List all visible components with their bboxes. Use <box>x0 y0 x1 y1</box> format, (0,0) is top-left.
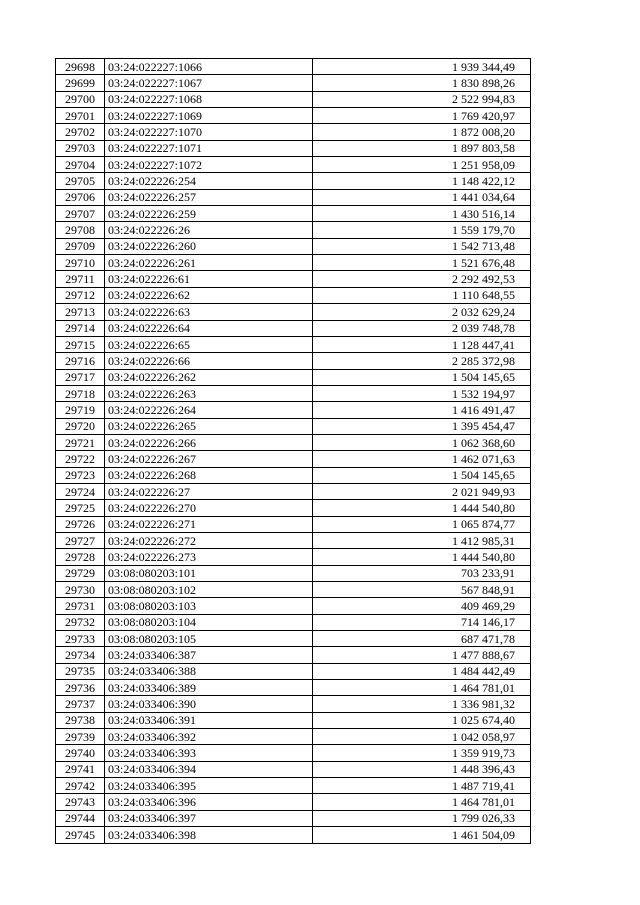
value-cell: 1 799 026,33 <box>313 810 531 826</box>
table-row <box>56 385 531 401</box>
value-cell: 687 471,78 <box>313 631 531 647</box>
table-row <box>56 320 531 336</box>
cadastral-number-cell: 03:24:022226:264 <box>105 402 313 418</box>
value-cell: 1 444 540,80 <box>313 500 531 516</box>
value-cell: 1 504 145,65 <box>313 467 531 483</box>
value-cell: 1 504 145,65 <box>313 369 531 385</box>
row-number-cell: 29731 <box>56 598 105 614</box>
cadastral-number-cell: 03:24:022226:62 <box>105 287 313 303</box>
row-number-cell: 29706 <box>56 189 105 205</box>
row-number-cell: 29713 <box>56 304 105 320</box>
row-number-cell: 29743 <box>56 794 105 810</box>
table-row <box>56 663 531 679</box>
row-number-cell: 29727 <box>56 532 105 548</box>
row-number-cell: 29708 <box>56 222 105 238</box>
table-row <box>56 483 531 499</box>
cadastral-number-cell: 03:24:022227:1071 <box>105 140 313 156</box>
table-row <box>56 91 531 107</box>
row-number-cell: 29725 <box>56 500 105 516</box>
cadastral-number-cell: 03:08:080203:101 <box>105 565 313 581</box>
value-cell: 2 032 629,24 <box>313 304 531 320</box>
value-cell: 1 444 540,80 <box>313 549 531 565</box>
table-row <box>56 794 531 810</box>
value-cell: 1 251 958,09 <box>313 157 531 173</box>
table-row <box>56 614 531 630</box>
table-row <box>56 304 531 320</box>
row-number-cell: 29735 <box>56 663 105 679</box>
table-row <box>56 745 531 761</box>
cadastral-number-cell: 03:24:022226:63 <box>105 304 313 320</box>
value-cell: 1 461 504,09 <box>313 827 531 843</box>
cadastral-number-cell: 03:24:033406:396 <box>105 794 313 810</box>
row-number-cell: 29726 <box>56 516 105 532</box>
table-row <box>56 124 531 140</box>
cadastral-number-cell: 03:24:022226:265 <box>105 418 313 434</box>
value-cell: 1 025 674,40 <box>313 712 531 728</box>
cadastral-number-cell: 03:24:022226:270 <box>105 500 313 516</box>
value-cell: 1 769 420,97 <box>313 108 531 124</box>
table-row <box>56 565 531 581</box>
row-number-cell: 29744 <box>56 810 105 826</box>
table-row <box>56 778 531 794</box>
row-number-cell: 29728 <box>56 549 105 565</box>
cadastral-number-cell: 03:24:022226:66 <box>105 353 313 369</box>
cadastral-number-cell: 03:24:033406:388 <box>105 663 313 679</box>
table-row <box>56 532 531 548</box>
table-row <box>56 680 531 696</box>
cadastral-number-cell: 03:24:033406:392 <box>105 729 313 745</box>
row-number-cell: 29707 <box>56 206 105 222</box>
cadastral-number-cell: 03:24:022226:64 <box>105 320 313 336</box>
value-cell: 1 532 194,97 <box>313 385 531 401</box>
value-cell: 1 521 676,48 <box>313 255 531 271</box>
cadastral-number-cell: 03:24:022226:259 <box>105 206 313 222</box>
value-cell: 409 469,29 <box>313 598 531 614</box>
value-cell: 1 062 368,60 <box>313 434 531 450</box>
table-row <box>56 336 531 352</box>
table-row <box>56 173 531 189</box>
cadastral-number-cell: 03:24:022226:268 <box>105 467 313 483</box>
cadastral-number-cell: 03:24:033406:394 <box>105 761 313 777</box>
cadastral-number-cell: 03:24:022227:1069 <box>105 108 313 124</box>
row-number-cell: 29736 <box>56 680 105 696</box>
row-number-cell: 29734 <box>56 647 105 663</box>
row-number-cell: 29700 <box>56 91 105 107</box>
row-number-cell: 29745 <box>56 827 105 843</box>
row-number-cell: 29732 <box>56 614 105 630</box>
table-row <box>56 353 531 369</box>
cadastral-number-cell: 03:24:022226:272 <box>105 532 313 548</box>
table-row <box>56 467 531 483</box>
row-number-cell: 29739 <box>56 729 105 745</box>
row-number-cell: 29712 <box>56 287 105 303</box>
cadastral-number-cell: 03:24:022227:1068 <box>105 91 313 107</box>
value-cell: 2 292 492,53 <box>313 271 531 287</box>
table-row <box>56 75 531 91</box>
row-number-cell: 29705 <box>56 173 105 189</box>
cadastral-number-cell: 03:24:033406:391 <box>105 712 313 728</box>
value-cell: 2 039 748,78 <box>313 320 531 336</box>
value-cell: 703 233,91 <box>313 565 531 581</box>
cadastral-number-cell: 03:24:022226:26 <box>105 222 313 238</box>
row-number-cell: 29715 <box>56 336 105 352</box>
table-row <box>56 810 531 826</box>
cadastral-number-cell: 03:24:022226:266 <box>105 434 313 450</box>
table-row <box>56 516 531 532</box>
cadastral-number-cell: 03:08:080203:102 <box>105 582 313 598</box>
row-number-cell: 29721 <box>56 434 105 450</box>
row-number-cell: 29711 <box>56 271 105 287</box>
row-number-cell: 29722 <box>56 451 105 467</box>
table-row <box>56 402 531 418</box>
cadastral-number-cell: 03:24:033406:389 <box>105 680 313 696</box>
table-row <box>56 271 531 287</box>
row-number-cell: 29723 <box>56 467 105 483</box>
value-cell: 1 464 781,01 <box>313 794 531 810</box>
cadastral-number-cell: 03:24:022227:1072 <box>105 157 313 173</box>
row-number-cell: 29733 <box>56 631 105 647</box>
value-cell: 1 148 422,12 <box>313 173 531 189</box>
row-number-cell: 29698 <box>56 59 105 75</box>
table-row <box>56 157 531 173</box>
table-row <box>56 418 531 434</box>
value-cell: 1 128 447,41 <box>313 336 531 352</box>
cadastral-number-cell: 03:24:022226:273 <box>105 549 313 565</box>
value-cell: 1 462 071,63 <box>313 451 531 467</box>
value-cell: 1 939 344,49 <box>313 59 531 75</box>
value-cell: 1 042 058,97 <box>313 729 531 745</box>
row-number-cell: 29710 <box>56 255 105 271</box>
value-cell: 1 336 981,32 <box>313 696 531 712</box>
cadastral-value-table <box>55 58 531 844</box>
cadastral-number-cell: 03:24:022227:1070 <box>105 124 313 140</box>
table-row <box>56 631 531 647</box>
table-row <box>56 434 531 450</box>
value-cell: 1 430 516,14 <box>313 206 531 222</box>
row-number-cell: 29740 <box>56 745 105 761</box>
table-row <box>56 108 531 124</box>
cadastral-number-cell: 03:24:022226:65 <box>105 336 313 352</box>
table-body <box>56 59 531 844</box>
table-row <box>56 761 531 777</box>
cadastral-number-cell: 03:24:022226:254 <box>105 173 313 189</box>
table-row <box>56 549 531 565</box>
row-number-cell: 29717 <box>56 369 105 385</box>
row-number-cell: 29742 <box>56 778 105 794</box>
cadastral-number-cell: 03:24:022226:61 <box>105 271 313 287</box>
cadastral-number-cell: 03:24:022226:260 <box>105 238 313 254</box>
row-number-cell: 29702 <box>56 124 105 140</box>
row-number-cell: 29699 <box>56 75 105 91</box>
value-cell: 1 559 179,70 <box>313 222 531 238</box>
table-row <box>56 451 531 467</box>
table-row <box>56 598 531 614</box>
value-cell: 2 021 949,93 <box>313 483 531 499</box>
table-row <box>56 647 531 663</box>
cadastral-number-cell: 03:24:022227:1066 <box>105 59 313 75</box>
cadastral-number-cell: 03:24:022226:262 <box>105 369 313 385</box>
row-number-cell: 29719 <box>56 402 105 418</box>
cadastral-number-cell: 03:08:080203:104 <box>105 614 313 630</box>
value-cell: 1 110 648,55 <box>313 287 531 303</box>
cadastral-number-cell: 03:24:022226:261 <box>105 255 313 271</box>
row-number-cell: 29724 <box>56 483 105 499</box>
value-cell: 1 897 803,58 <box>313 140 531 156</box>
cadastral-number-cell: 03:24:033406:397 <box>105 810 313 826</box>
cadastral-number-cell: 03:24:033406:387 <box>105 647 313 663</box>
row-number-cell: 29716 <box>56 353 105 369</box>
value-cell: 2 522 994,83 <box>313 91 531 107</box>
cadastral-number-cell: 03:24:022226:267 <box>105 451 313 467</box>
table-row <box>56 222 531 238</box>
cadastral-number-cell: 03:08:080203:103 <box>105 598 313 614</box>
value-cell: 1 416 491,47 <box>313 402 531 418</box>
cadastral-number-cell: 03:24:033406:393 <box>105 745 313 761</box>
value-cell: 1 395 454,47 <box>313 418 531 434</box>
table-row <box>56 238 531 254</box>
value-cell: 1 359 919,73 <box>313 745 531 761</box>
cadastral-number-cell: 03:24:022226:27 <box>105 483 313 499</box>
table-row <box>56 287 531 303</box>
row-number-cell: 29730 <box>56 582 105 598</box>
cadastral-number-cell: 03:24:022226:257 <box>105 189 313 205</box>
value-cell: 1 487 719,41 <box>313 778 531 794</box>
value-cell: 1 441 034,64 <box>313 189 531 205</box>
value-cell: 1 065 874,77 <box>313 516 531 532</box>
row-number-cell: 29714 <box>56 320 105 336</box>
value-cell: 2 285 372,98 <box>313 353 531 369</box>
row-number-cell: 29738 <box>56 712 105 728</box>
cadastral-number-cell: 03:24:033406:398 <box>105 827 313 843</box>
value-cell: 1 477 888,67 <box>313 647 531 663</box>
value-cell: 1 872 008,20 <box>313 124 531 140</box>
row-number-cell: 29718 <box>56 385 105 401</box>
table-row <box>56 827 531 843</box>
table-row <box>56 140 531 156</box>
table-row <box>56 189 531 205</box>
row-number-cell: 29703 <box>56 140 105 156</box>
table-row <box>56 206 531 222</box>
table-row <box>56 729 531 745</box>
table-row <box>56 369 531 385</box>
table-row <box>56 255 531 271</box>
row-number-cell: 29709 <box>56 238 105 254</box>
table-row <box>56 500 531 516</box>
row-number-cell: 29729 <box>56 565 105 581</box>
value-cell: 1 484 442,49 <box>313 663 531 679</box>
row-number-cell: 29720 <box>56 418 105 434</box>
table-row <box>56 59 531 75</box>
value-cell: 1 464 781,01 <box>313 680 531 696</box>
row-number-cell: 29704 <box>56 157 105 173</box>
row-number-cell: 29741 <box>56 761 105 777</box>
table-row <box>56 696 531 712</box>
cadastral-number-cell: 03:24:033406:395 <box>105 778 313 794</box>
cadastral-number-cell: 03:24:022226:271 <box>105 516 313 532</box>
table-row <box>56 582 531 598</box>
cadastral-number-cell: 03:08:080203:105 <box>105 631 313 647</box>
row-number-cell: 29737 <box>56 696 105 712</box>
value-cell: 1 412 985,31 <box>313 532 531 548</box>
cadastral-number-cell: 03:24:022226:263 <box>105 385 313 401</box>
value-cell: 1 448 396,43 <box>313 761 531 777</box>
table-row <box>56 712 531 728</box>
value-cell: 1 542 713,48 <box>313 238 531 254</box>
value-cell: 567 848,91 <box>313 582 531 598</box>
row-number-cell: 29701 <box>56 108 105 124</box>
cadastral-number-cell: 03:24:033406:390 <box>105 696 313 712</box>
cadastral-number-cell: 03:24:022227:1067 <box>105 75 313 91</box>
value-cell: 1 830 898,26 <box>313 75 531 91</box>
value-cell: 714 146,17 <box>313 614 531 630</box>
